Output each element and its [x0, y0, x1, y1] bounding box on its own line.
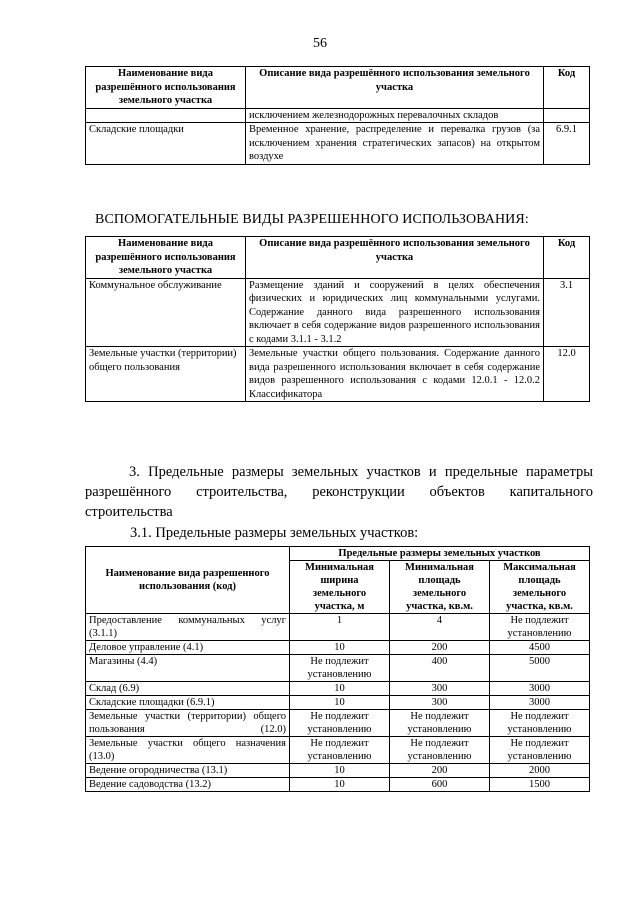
max-area-value: 3000	[490, 682, 590, 696]
use-code: 12.0	[544, 347, 590, 402]
max-area-value: 1500	[490, 778, 590, 792]
min-area-value: Не подлежит установлению	[390, 737, 490, 764]
use-name: Ведение садоводства (13.2)	[86, 778, 290, 792]
min-width-value: 10	[290, 641, 390, 655]
header-use-description: Описание вида разрешённого использования земельного участка	[246, 237, 544, 279]
max-area-value: Не подлежит установлению	[490, 737, 590, 764]
max-area-value: Не подлежит установлению	[490, 710, 590, 737]
use-code: 6.9.1	[544, 123, 590, 165]
section-heading: ВСПОМОГАТЕЛЬНЫЕ ВИДЫ РАЗРЕШЕННОГО ИСПОЛЬЗОВАНИЯ:	[95, 212, 529, 227]
min-width-value: 10	[290, 778, 390, 792]
paragraph-3-text: 3. Предельные размеры земельных участков и предельные параметры разрешённого строительства, реконструкции объектов капитального строительства	[85, 464, 593, 520]
min-area-value: 600	[390, 778, 490, 792]
min-area-value: Не подлежит установлению	[390, 710, 490, 737]
table-row	[86, 614, 590, 641]
table-row	[86, 764, 590, 778]
page-number: 56	[313, 36, 327, 51]
min-width-value: Не подлежит установлению	[290, 655, 390, 682]
auxiliary-use-table	[85, 236, 590, 402]
min-area-value: 300	[390, 682, 490, 696]
min-area-value: 300	[390, 696, 490, 710]
table-row	[86, 655, 590, 682]
header-use-description: Описание вида разрешённого использования земельного участка	[246, 67, 544, 109]
use-code	[544, 108, 590, 123]
use-name: Склад (6.9)	[86, 682, 290, 696]
table-row	[86, 123, 590, 165]
table-row	[86, 641, 590, 655]
land-plot-size-limits-table	[85, 546, 590, 792]
min-area-value: 400	[390, 655, 490, 682]
header-min-width: Минимальная ширина земельного участка, м	[290, 561, 390, 614]
header-use-name: Наименование вида разрешённого использования земельного участка	[86, 237, 246, 279]
min-width-value: 10	[290, 696, 390, 710]
paragraph-3-1: 3.1. Предельные размеры земельных участков:	[130, 525, 419, 541]
use-name: Деловое управление (4.1)	[86, 641, 290, 655]
table-row	[86, 108, 590, 123]
use-name: Складские площадки (6.9.1)	[86, 696, 290, 710]
use-code: 3.1	[544, 278, 590, 347]
use-name: Земельные участки (территории) общего пользования	[86, 347, 246, 402]
use-name: Предоставление коммунальных услуг (3.1.1)	[86, 614, 290, 641]
min-width-value: 1	[290, 614, 390, 641]
max-area-value: 2000	[490, 764, 590, 778]
max-area-value: Не подлежит установлению	[490, 614, 590, 641]
use-name: Коммунальное обслуживание	[86, 278, 246, 347]
use-name: Земельные участки общего назначения (13.0)	[86, 737, 290, 764]
min-width-value: Не подлежит установлению	[290, 737, 390, 764]
table-row	[86, 737, 590, 764]
min-width-value: Не подлежит установлению	[290, 710, 390, 737]
table-row	[86, 710, 590, 737]
header-code: Код	[544, 67, 590, 109]
table-row	[86, 682, 590, 696]
use-name	[86, 108, 246, 123]
permitted-use-table-main	[85, 66, 590, 165]
max-area-value: 3000	[490, 696, 590, 710]
table-row	[86, 278, 590, 347]
use-name: Складские площадки	[86, 123, 246, 165]
min-width-value: 10	[290, 682, 390, 696]
paragraph-3	[85, 462, 593, 522]
table-header-row	[86, 67, 590, 109]
min-width-value: 10	[290, 764, 390, 778]
header-use-name: Наименование вида разрешённого использования земельного участка	[86, 67, 246, 109]
use-name: Ведение огородничества (13.1)	[86, 764, 290, 778]
use-description: Временное хранение, распределение и перевалка грузов (за исключением хранения стратегических запасов) на открытом воздухе	[246, 123, 544, 165]
use-description: Размещение зданий и сооружений в целях обеспечения физических и юридических лиц коммунальными услугами. Содержание данного вида разрешенного использования включает в себя содержание видов разрешенного использования с кодами 3.1.1 - 3.1.2	[246, 278, 544, 347]
table-row	[86, 778, 590, 792]
use-description: исключением железнодорожных перевалочных складов	[246, 108, 544, 123]
min-area-value: 4	[390, 614, 490, 641]
table-header-row	[86, 547, 590, 561]
max-area-value: 4500	[490, 641, 590, 655]
min-area-value: 200	[390, 764, 490, 778]
min-area-value: 200	[390, 641, 490, 655]
header-code: Код	[544, 237, 590, 279]
use-name: Земельные участки (территории) общего пользования (12.0)	[86, 710, 290, 737]
header-size-limits-group: Предельные размеры земельных участков	[290, 547, 590, 561]
use-description: Земельные участки общего пользования. Содержание данного вида разрешенного использования включает в себя содержание видов разрешенного использования с кодами 12.0.1 - 12.0.2 Классификатора	[246, 347, 544, 402]
max-area-value: 5000	[490, 655, 590, 682]
table-row	[86, 696, 590, 710]
table-header-row	[86, 237, 590, 279]
header-min-area: Минимальная площадь земельного участка, кв.м.	[390, 561, 490, 614]
header-max-area: Максимальная площадь земельного участка, кв.м.	[490, 561, 590, 614]
use-name: Магазины (4.4)	[86, 655, 290, 682]
header-use-name: Наименование вида разрешенного использования (код)	[86, 547, 290, 614]
table-row	[86, 347, 590, 402]
